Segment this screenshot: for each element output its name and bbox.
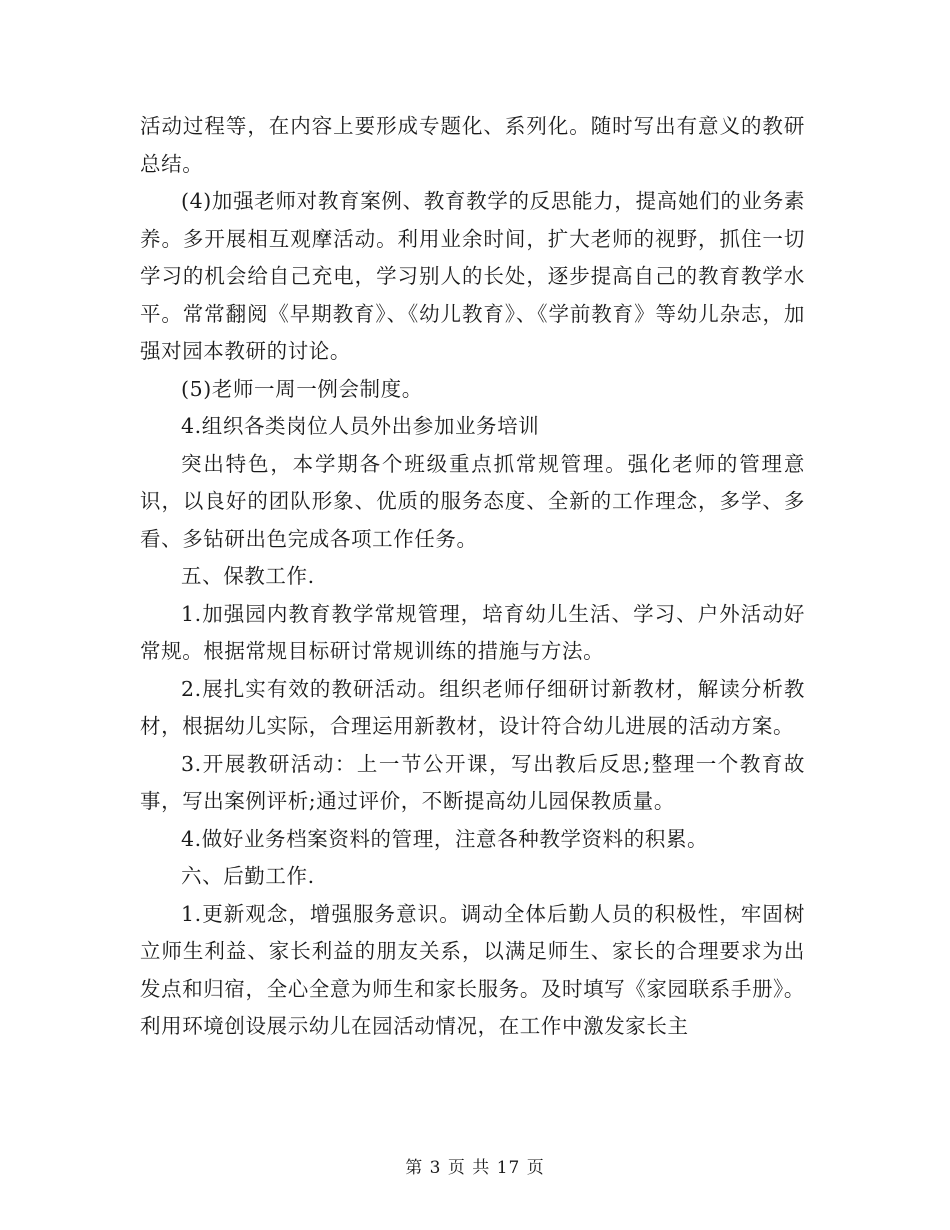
document-body [140, 108, 805, 1046]
paragraph-care-4: 4.做好业务档案资料的管理，注意各种教学资料的积累。 [181, 826, 709, 851]
paragraph-care-2: 2.展扎实有效的教研活动。组织老师仔细研讨新教材，解读分析教材，根据幼儿实际，合理运用新教材，设计符合幼儿进展的活动方案。 [140, 676, 805, 738]
paragraph-continuation: 活动过程等，在内容上要形成专题化、系列化。随时写出有意义的教研总结。 [140, 114, 805, 176]
page-number-footer: 第 3 页 共 17 页 [405, 1158, 545, 1178]
paragraph-care-1: 1.加强园内教育教学常规管理，培育幼儿生活、学习、户外活动好常规。根据常规目标研讨常规训练的措施与方法。 [140, 601, 805, 663]
section-heading-care-education: 五、保教工作. [181, 564, 315, 588]
section-heading-logistics: 六、后勤工作. [181, 864, 315, 888]
section-heading-training: 4.组织各类岗位人员外出参加业务培训 [181, 414, 540, 438]
paragraph-item-4: (4)加强老师对教育案例、教育教学的反思能力，提高她们的业务素养。多开展相互观摩活动。利用业余时间，扩大老师的视野，抓住一切学习的机会给自己充电，学习别人的长处，逐步提高自己的教育教学水平。常常翻阅《早期教育》、《幼儿教育》、《学前教育》等幼儿杂志，加强对园本教研的讨论。 [140, 189, 805, 363]
paragraph-care-3: 3.开展教研活动：上一节公开课，写出教后反思;整理一个教育故事，写出案例评析;通过评价，不断提高幼儿园保教质量。 [140, 751, 805, 813]
paragraph-item-5: (5)老师一周一例会制度。 [181, 376, 423, 401]
paragraph-training: 突出特色，本学期各个班级重点抓常规管理。强化老师的管理意识，以良好的团队形象、优质的服务态度、全新的工作理念，多学、多看、多钻研出色完成各项工作任务。 [140, 451, 805, 551]
paragraph-logistics-1: 1.更新观念，增强服务意识。调动全体后勤人员的积极性，牢固树立师生利益、家长利益的朋友关系，以满足师生、家长的合理要求为出发点和归宿，全心全意为师生和家长服务。及时填写《家园联系手册》。利用环境创设展示幼儿在园活动情况，在工作中激发家长主 [140, 901, 805, 1038]
